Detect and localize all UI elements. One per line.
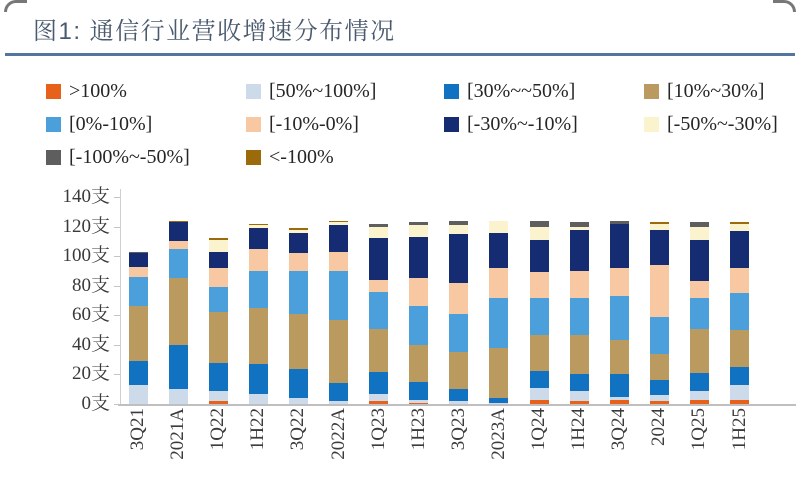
bar-segment <box>489 221 508 233</box>
legend-item-0 <box>46 80 246 103</box>
bar-segment <box>369 394 388 401</box>
y-axis-tick-mark <box>114 256 120 257</box>
bar-segment <box>209 391 228 401</box>
x-axis-tick-label: 3Q22 <box>287 408 309 451</box>
y-axis-tick-label: 20支 <box>71 363 110 385</box>
bar-segment <box>409 306 428 344</box>
bar-segment <box>570 230 589 271</box>
bar-segment <box>369 329 388 372</box>
bar-segment <box>530 298 549 335</box>
figure-title: 图1: 通信行业营收增速分布情况 <box>33 18 396 45</box>
bar-segment <box>329 271 348 320</box>
x-axis-tick-label: 1Q24 <box>528 408 549 451</box>
bar-segment <box>530 400 549 404</box>
legend-item-4 <box>46 113 246 136</box>
legend-item-9 <box>246 146 444 169</box>
legend-swatch <box>444 84 459 99</box>
legend-swatch <box>46 84 61 99</box>
bar-segment <box>209 268 228 287</box>
bar-segment <box>129 385 148 404</box>
bar-segment <box>249 271 268 308</box>
stacked-bar-2021A <box>169 221 188 404</box>
bar-segment <box>289 314 308 369</box>
bar-segment <box>449 389 468 401</box>
bar-segment <box>169 389 188 404</box>
bar-segment <box>329 401 348 404</box>
y-axis-tick-label: 40支 <box>71 333 110 355</box>
legend-swatch <box>644 84 659 99</box>
legend-swatch <box>444 117 459 132</box>
bar-segment <box>530 240 549 273</box>
legend-label: [-50%~-30%] <box>667 113 778 135</box>
bar-segment <box>209 312 228 362</box>
bar-segment <box>329 225 348 252</box>
bar-segment <box>129 277 148 307</box>
screenshot-corner-artifact-right <box>773 0 796 12</box>
bar-segment <box>169 345 188 389</box>
bar-segment <box>169 241 188 248</box>
stacked-bar-1Q24 <box>530 221 549 404</box>
y-axis-tick-label: 120支 <box>62 215 110 237</box>
bar-segment <box>129 267 148 277</box>
bar-segment <box>249 394 268 404</box>
bar-segment <box>249 228 268 249</box>
x-axis-tick-label: 2024 <box>648 408 670 446</box>
bar-segment <box>289 369 308 399</box>
stacked-bar-3Q22 <box>289 228 308 404</box>
x-axis-tick-label: 1H23 <box>407 408 429 451</box>
bar-segment <box>369 238 388 279</box>
bar-segment <box>530 335 549 372</box>
bar-segment <box>369 227 388 239</box>
bar-segment <box>610 340 629 374</box>
title-underline-rule <box>5 53 795 56</box>
bar-segment <box>489 298 508 348</box>
bar-segment <box>530 371 549 387</box>
bar-segment <box>570 391 589 401</box>
stacked-bar-1H22 <box>249 224 268 404</box>
x-axis-tick-label: 1H24 <box>568 408 590 451</box>
bar-segment <box>409 403 428 404</box>
bar-segment <box>409 278 428 306</box>
bar-segment <box>650 265 669 317</box>
legend-label: [-30%~-10%] <box>467 113 578 135</box>
bar-segment <box>650 354 669 381</box>
y-axis-tick-label: 100支 <box>62 245 110 267</box>
legend-swatch <box>644 117 659 132</box>
stacked-bar-1Q22 <box>209 238 228 404</box>
bar-segment <box>690 391 709 400</box>
bar-segment <box>730 268 749 293</box>
y-axis-tick-mark <box>114 374 120 375</box>
bar-segment <box>730 224 749 231</box>
bar-segment <box>690 227 709 240</box>
bar-segment <box>570 298 589 335</box>
bar-segment <box>690 329 709 373</box>
legend-label: [0%-10%] <box>69 113 153 135</box>
legend-label: [-10%-0%] <box>269 113 359 135</box>
bar-segment <box>530 227 549 240</box>
bar-segment <box>570 271 589 298</box>
bar-segment <box>530 272 549 297</box>
y-axis-line <box>120 189 121 405</box>
y-axis-tick-mark <box>114 286 120 287</box>
legend-label: [-100%~-50%] <box>69 146 190 168</box>
bar-segment <box>169 222 188 241</box>
bar-segment <box>730 231 749 268</box>
x-axis-tick-label: 2023A <box>487 408 509 460</box>
bar-segment <box>690 281 709 297</box>
bar-segment <box>329 320 348 384</box>
bar-segment <box>610 224 629 268</box>
legend-swatch <box>246 84 261 99</box>
legend-swatch <box>46 150 61 165</box>
y-axis-tick-mark <box>114 345 120 346</box>
bar-segment <box>650 317 669 354</box>
legend-item-2 <box>444 80 644 103</box>
bar-segment <box>650 230 669 265</box>
bar-segment <box>570 335 589 375</box>
legend-label: <-100% <box>269 146 334 168</box>
bar-segment <box>489 403 508 404</box>
bar-segment <box>610 400 629 404</box>
bar-segment <box>409 382 428 400</box>
bar-segment <box>169 249 188 279</box>
legend-label: [30%~~50%] <box>467 80 576 102</box>
bar-segment <box>209 287 228 312</box>
bar-segment <box>449 234 468 283</box>
legend-item-6 <box>444 113 644 136</box>
bar-segment <box>690 240 709 281</box>
legend-item-8 <box>46 146 246 169</box>
x-axis-tick-label: 1Q23 <box>367 408 389 451</box>
bar-segment <box>369 280 388 292</box>
bar-segment <box>409 237 428 278</box>
x-axis-tick-label: 3Q24 <box>608 408 630 451</box>
y-axis-tick-label: 60支 <box>71 304 110 326</box>
bar-segment <box>730 385 749 400</box>
stacked-bar-3Q23 <box>449 221 468 404</box>
bar-segment <box>730 330 749 367</box>
stacked-bar-3Q24 <box>610 221 629 404</box>
bar-segment <box>209 252 228 268</box>
y-axis-tick-mark <box>114 404 120 405</box>
bar-segment <box>650 401 669 404</box>
bar-segment <box>409 345 428 382</box>
bar-segment <box>249 249 268 271</box>
legend-item-1 <box>246 80 444 103</box>
bar-segment <box>489 348 508 398</box>
bar-segment <box>209 240 228 252</box>
bar-segment <box>329 252 348 271</box>
bar-segment <box>610 296 629 340</box>
stacked-bar-1Q25 <box>690 222 709 404</box>
bar-segment <box>369 292 388 329</box>
legend-item-5 <box>246 113 444 136</box>
bar-segment <box>690 400 709 404</box>
bar-segment <box>129 361 148 385</box>
bar-segment <box>730 367 749 385</box>
bar-segment <box>369 372 388 394</box>
legend-swatch <box>46 117 61 132</box>
bar-segment <box>289 398 308 404</box>
bar-segment <box>369 401 388 404</box>
legend-item-3 <box>644 80 800 103</box>
legend-item-7 <box>644 113 800 136</box>
y-axis-tick-label: 0支 <box>81 393 110 414</box>
bar-segment <box>489 268 508 298</box>
bar-segment <box>409 225 428 237</box>
y-axis-tick-mark <box>114 227 120 228</box>
x-axis-tick-label: 1Q25 <box>688 408 710 451</box>
bar-segment <box>449 314 468 352</box>
bar-segment <box>289 271 308 314</box>
bar-segment <box>690 298 709 329</box>
bar-segment <box>449 225 468 234</box>
screenshot-corner-artifact-left <box>4 0 27 12</box>
bar-segment <box>610 268 629 296</box>
legend-label: >100% <box>69 80 127 102</box>
bar-segment <box>449 401 468 404</box>
x-axis-tick-label: 2022A <box>327 408 349 460</box>
legend-label: [50%~100%] <box>269 80 377 102</box>
bar-segment <box>129 253 148 266</box>
bar-segment <box>449 283 468 314</box>
bar-segment <box>329 383 348 401</box>
x-axis-tick-label: 3Q21 <box>127 408 148 451</box>
stacked-bar-1H24 <box>570 222 589 404</box>
x-axis-tick-label: 3Q23 <box>447 408 469 451</box>
stacked-bar-1H25 <box>730 222 749 404</box>
y-axis-tick-mark <box>114 197 120 198</box>
legend-swatch <box>246 117 261 132</box>
bar-segment <box>289 253 308 271</box>
stacked-bar-2022A <box>329 221 348 404</box>
bar-segment <box>249 308 268 364</box>
stacked-bar-1Q23 <box>369 224 388 404</box>
bar-segment <box>209 363 228 391</box>
bar-segment <box>530 388 549 400</box>
bar-segment <box>129 306 148 361</box>
stacked-bar-2023A <box>489 221 508 404</box>
x-axis-line <box>118 404 796 406</box>
bar-segment <box>289 233 308 254</box>
x-axis-tick-label: 2021A <box>167 408 189 460</box>
x-axis-tick-label: 1Q22 <box>207 408 229 451</box>
bar-segment <box>209 401 228 404</box>
bar-segment <box>690 373 709 391</box>
legend-label: [10%~30%] <box>667 80 765 102</box>
chart-legend <box>46 80 800 169</box>
legend-swatch <box>246 150 261 165</box>
y-axis-tick-mark <box>114 315 120 316</box>
y-axis-tick-label: 140支 <box>62 185 110 207</box>
y-axis-tick-label: 80支 <box>71 274 110 296</box>
bar-segment <box>249 364 268 394</box>
x-axis-tick-label: 1H22 <box>247 408 269 451</box>
bar-segment <box>449 352 468 389</box>
bar-segment <box>650 380 669 395</box>
bar-segment <box>730 400 749 404</box>
stacked-bar-3Q21 <box>129 252 148 404</box>
stacked-bar-1H23 <box>409 222 428 404</box>
bar-segment <box>570 401 589 404</box>
bar-segment <box>169 278 188 345</box>
bar-segment <box>489 233 508 268</box>
bar-segment <box>570 374 589 390</box>
x-axis-tick-label: 1H25 <box>728 408 750 451</box>
stacked-bar-2024 <box>650 222 669 404</box>
bar-segment <box>610 374 629 396</box>
bar-segment <box>730 293 749 330</box>
